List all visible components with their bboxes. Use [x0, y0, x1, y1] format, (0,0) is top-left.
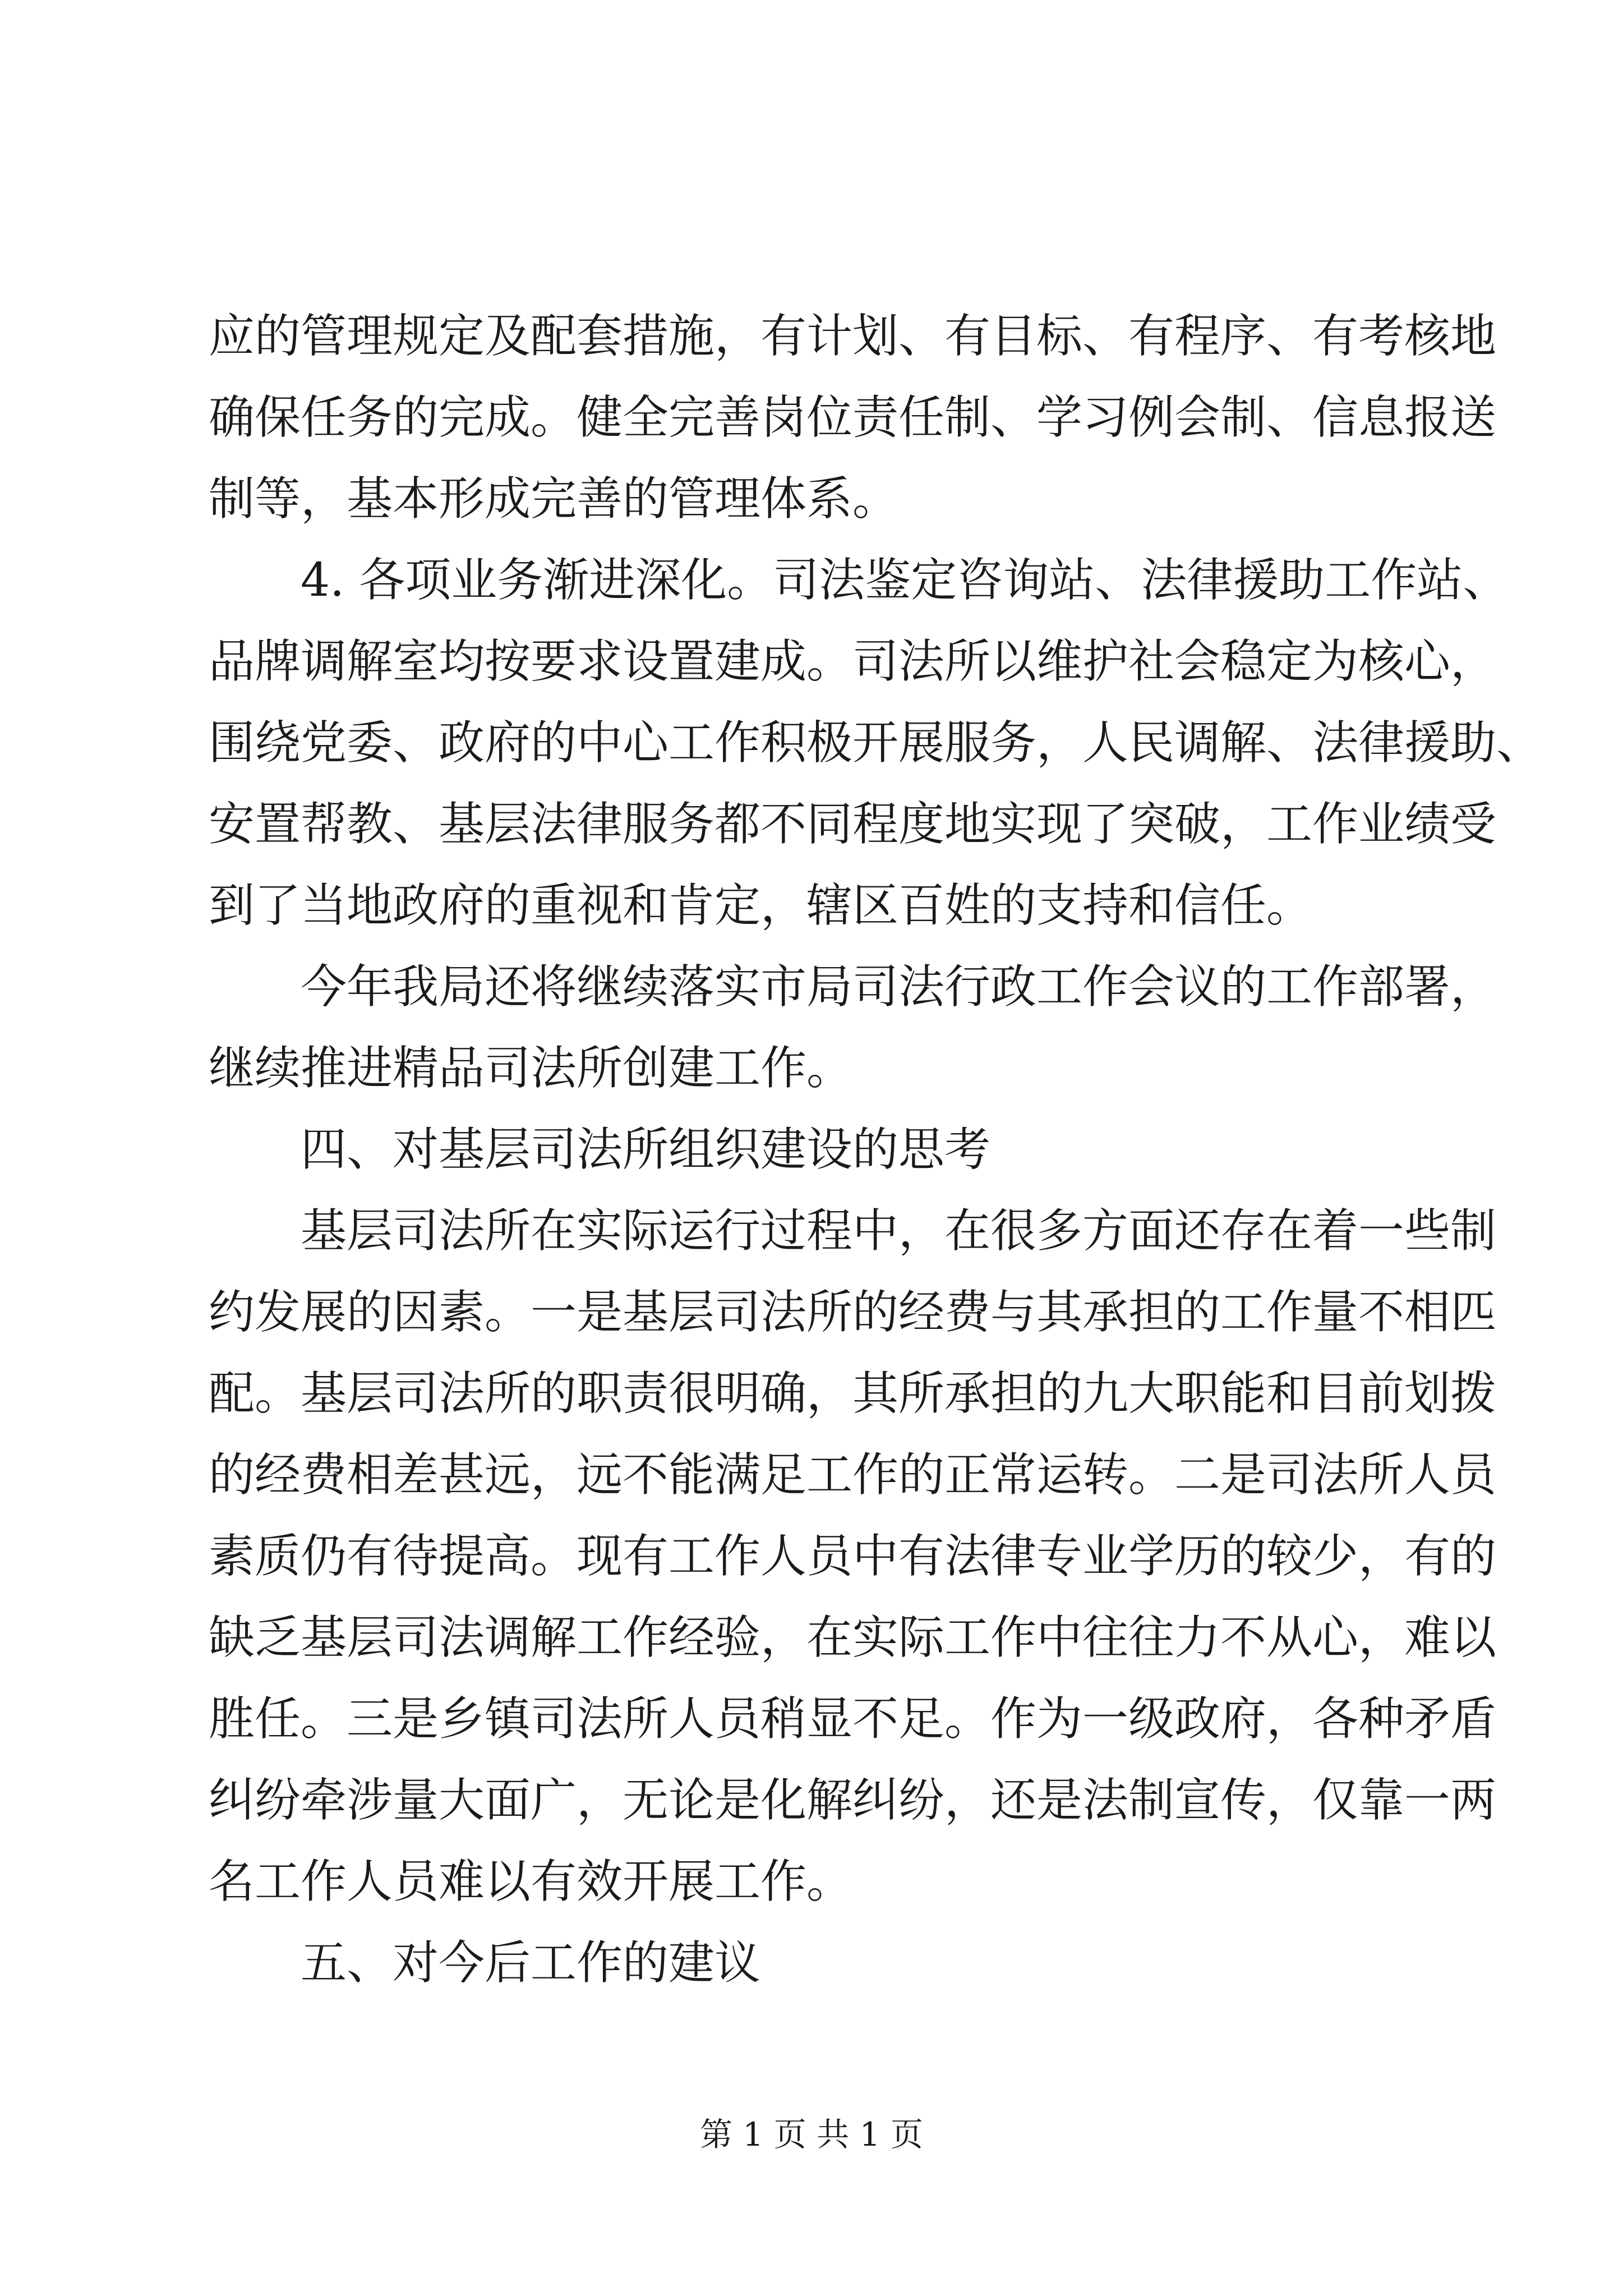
- page-footer: [0, 2115, 1623, 2154]
- line-text: 围绕党委、政府的中心工作积极开展服务，人民调解、法律援助、: [209, 716, 1543, 770]
- line-text: 应的管理规定及配套措施，有计划、有目标、有程序、有考核地: [209, 310, 1497, 363]
- line-text: 制等，基本形成完善的管理体系。: [209, 472, 899, 526]
- line-text: 缺乏基层司法调解工作经验，在实际工作中往往力不从心，难以: [209, 1611, 1497, 1664]
- line-text: 胜任。三是乡镇司法所人员稍显不足。作为一级政府，各种矛盾: [209, 1692, 1497, 1746]
- line-text: 4. 各项业务渐进深化。司法鉴定咨询站、法律援助工作站、: [301, 554, 1509, 607]
- line-text: 确保任务的完成。健全完善岗位责任制、学习例会制、信息报送: [209, 391, 1497, 444]
- line-text: 到了当地政府的重视和肯定，辖区百姓的支持和信任。: [209, 879, 1313, 932]
- line-text: 配。基层司法所的职责很明确，其所承担的九大职能和目前划拨: [209, 1367, 1497, 1420]
- heading-text: 五、对今后工作的建议: [301, 1936, 761, 1990]
- line-text: 素质仍有待提高。现有工作人员中有法律专业学历的较少，有的: [209, 1530, 1497, 1583]
- line-text: 约发展的因素。一是基层司法所的经费与其承担的工作量不相匹: [209, 1286, 1497, 1339]
- heading-text: 四、对基层司法所组织建设的思考: [301, 1123, 991, 1176]
- line-text: 纠纷牵涉量大面广，无论是化解纠纷，还是法制宣传，仅靠一两: [209, 1774, 1497, 1827]
- line-text: 的经费相差甚远，远不能满足工作的正常运转。二是司法所人员: [209, 1448, 1497, 1502]
- line-text: 今年我局还将继续落实市局司法行政工作会议的工作部署，: [301, 960, 1497, 1014]
- line-text: 基层司法所在实际运行过程中，在很多方面还存在着一些制: [301, 1204, 1497, 1258]
- page-number: 第 1 页 共 1 页: [700, 2115, 923, 2154]
- line-text: 安置帮教、基层法律服务都不同程度地实现了突破，工作业绩受: [209, 798, 1497, 851]
- line-text: 品牌调解室均按要求设置建成。司法所以维护社会稳定为核心，: [209, 635, 1497, 688]
- line-text: 继续推进精品司法所创建工作。: [209, 1042, 853, 1095]
- line-text: 名工作人员难以有效开展工作。: [209, 1855, 853, 1908]
